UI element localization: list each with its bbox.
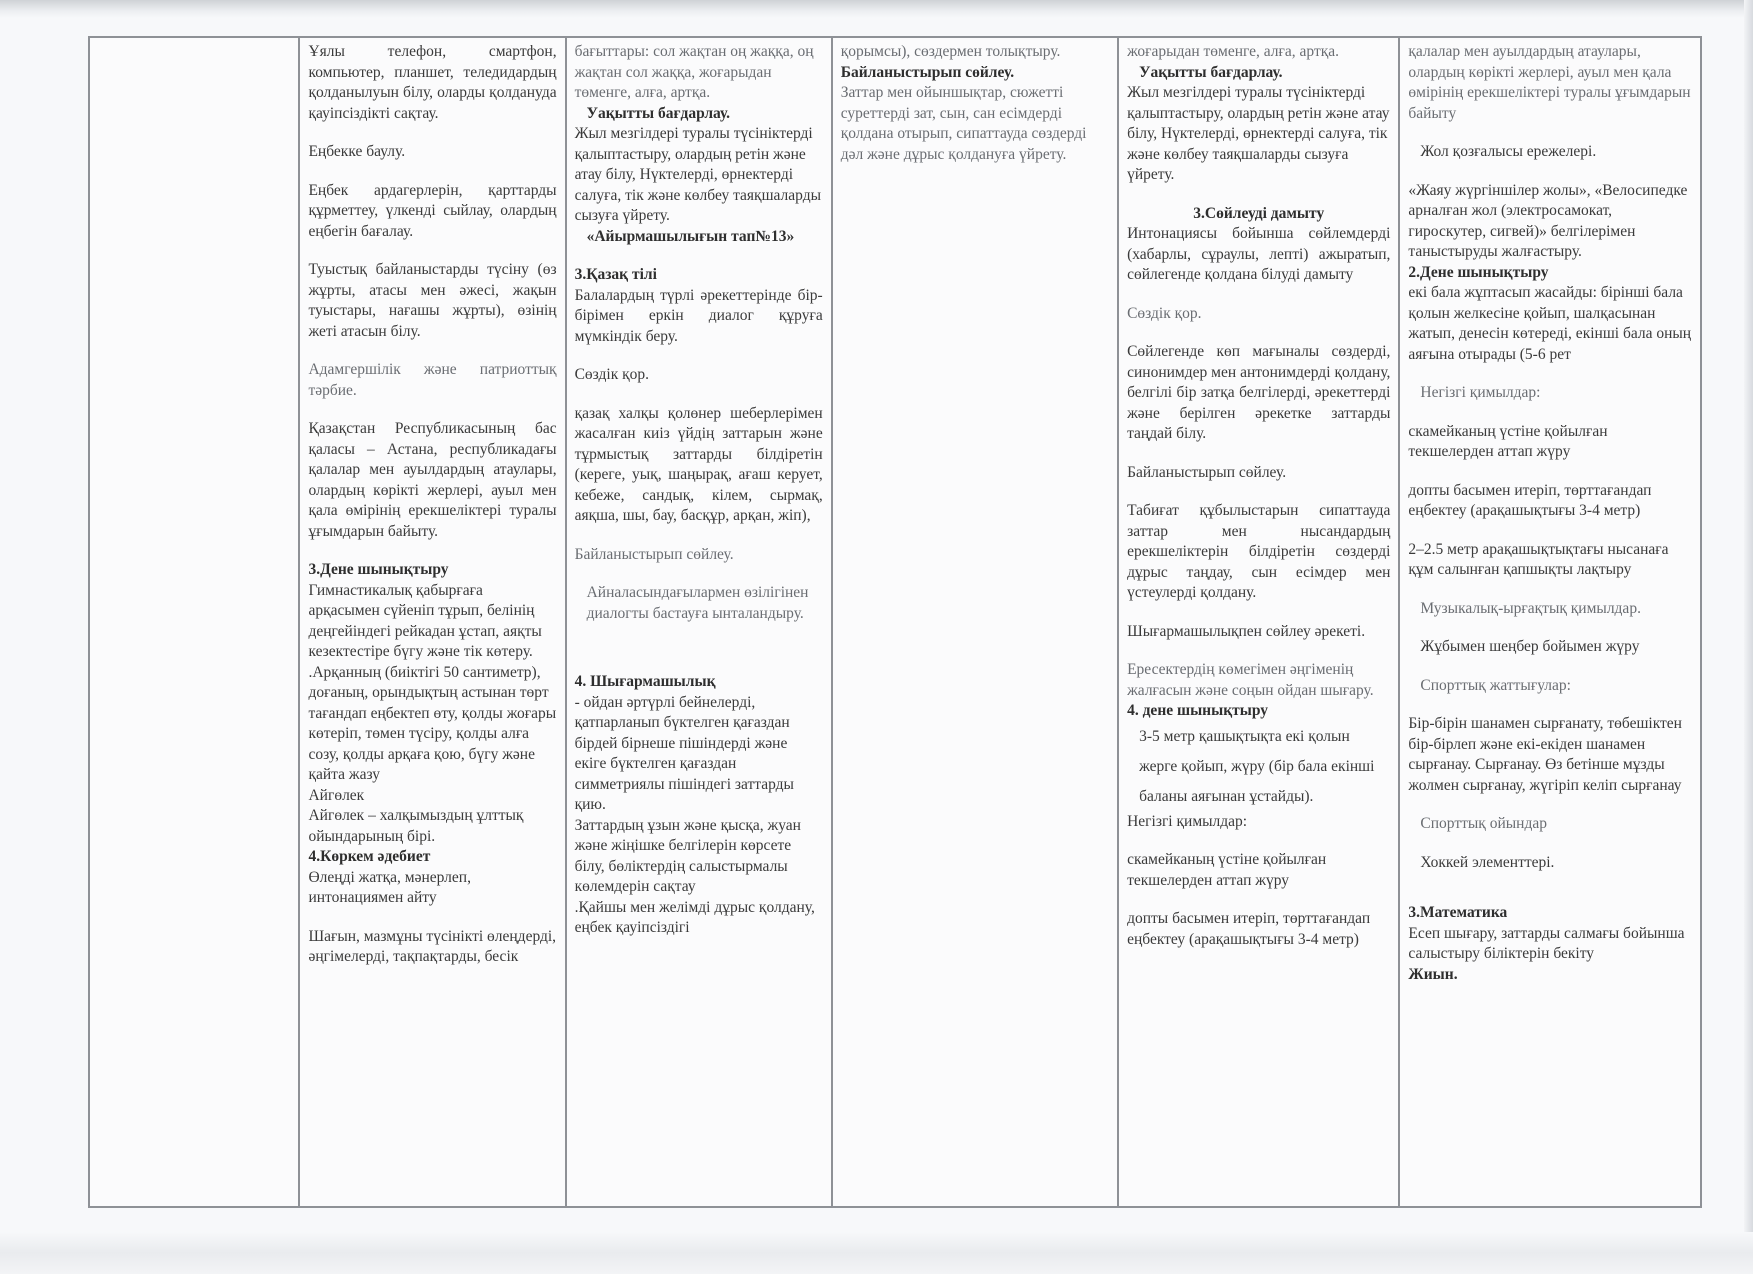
text-block: Музыкалық-ырғақтық қимылдар. (1420, 599, 1641, 617)
text-block: - ойдан әртүрлі бейнелерді, қатпарланып бүктелген қағаздан бірдей бірнеше пішіндерді және екіге бүктелген қағаздан симметриялы пішіндегі заттарды қию. (574, 693, 794, 813)
cell-friday (1399, 37, 1701, 1207)
text-block: 3-5 метр қашықтықта екі қолын жерге қойып, жүру (бір бала екінші баланы аяғынан ұстайды). (1139, 727, 1375, 805)
table-row (89, 37, 1701, 1207)
text-block: Жыл мезгілдері туралы түсініктерді қалыптастыру, олардың ретін және атау білу, Нүктелерді, өрнектерді салуға, тік және көлбеу таяқшаларды сызуға үйрету. (574, 125, 822, 224)
text-block: Ұялы телефон, смартфон, компьютер, планшет, теледидардың қолданылуын білу, оларды қолдануда қауіпсіздікті сақтау. (308, 43, 557, 122)
text-block: Жол қозғалысы ережелері. (1420, 143, 1597, 160)
text-block: қалалар мен ауылдардың атаулары, олардың көрікті жерлері, ауыл мен қала өмірінің ерекшеліктері туралы ұғымдарын байыту (1408, 43, 1691, 122)
text-block: Айгөлек (308, 786, 365, 804)
text-block: Бір-бірін шанамен сырғанату, төбешіктен бір-бірлеп және екі-екіден шанамен сырғанау. Сырғанау. Өз бетінше мұзды жолмен сырғанау, жүгіріп келіп сырғанау (1408, 715, 1682, 794)
text-block: Байланыстырып сөйлеу. (574, 545, 734, 563)
text-block: Шығармашылықпен сөйлеу әрекеті. (1127, 622, 1366, 640)
text-block: Гимнастикалық қабырғаға арқасымен сүйеніп тұрып, белінің деңгейіндегі рейкадан ұстап, аяқты кезектестіре бүгу және тік көтеру. (308, 581, 542, 660)
section-heading: Уақытты бағдарлау. (1139, 63, 1283, 81)
text-block: скамейканың үстіне қойылған текшелерден аттап жүру (1127, 851, 1327, 889)
text-block: Ересектердің көмегімен әңгіменің жалғасын және соңын ойдан шығару. (1127, 661, 1374, 699)
text-block: Айгөлек – халқымыздың ұлттық ойындарының бірі. (308, 807, 524, 845)
text-block: Адамгершілік және патриоттық тәрбие. (308, 361, 557, 399)
text-block: Сөздік қор. (1127, 304, 1202, 322)
text-block: допты басымен итеріп, төрттағандап еңбектеу (арақашықтығы 3-4 метр) (1408, 481, 1652, 519)
text-block: Сөйлегенде көп мағыналы сөздерді, синонимдер мен антонимдерді қолдану, белгілі бір затқа белгілерді, әрекеттерді және берілген әрекетке заттарды таңдай білу. (1127, 343, 1391, 442)
text-block: Айналасындағылармен өзілігінен диалогты бастауға ынталандыру. (586, 584, 809, 622)
text-block: допты басымен итеріп, төрттағандап еңбектеу (арақашықтығы 3-4 метр) (1127, 910, 1371, 948)
text-block: Өлеңді жатқа, мәнерлеп, интонациямен айту (308, 868, 471, 906)
section-heading: Уақытты бағдарлау. (586, 104, 731, 122)
text-block: Заттар мен ойыншықтар, сюжетті суреттерді зат, сын, сан есімдерді қолдана отырып, сипаттауда сөздерді дәл және дұрыс қолдануға үйрету. (840, 84, 1087, 163)
text-block: Жиын. (1408, 965, 1458, 983)
section-heading: 3.Қазақ тілі (574, 266, 657, 283)
text-block: Байланыстырып сөйлеу. (1127, 463, 1287, 481)
cell-wednesday (832, 37, 1118, 1207)
text-block: Интонациясы бойынша сөйлемдерді (хабарлы, сұраулы, лепті) ажыратып, сөйлегенде қолдана білуді дамыту (1127, 225, 1391, 283)
text-block: Туыстық байланыстарды түсіну (өз жұрты, атасы мен әжесі, жақын туыстары, нағашы жұрты), өзінің жеті атасын білу. (308, 261, 557, 340)
text-block: Хоккей элементтері. (1420, 853, 1555, 871)
text-block: Жұбымен шеңбер бойымен жүру (1420, 638, 1640, 655)
text-block: .Арқанның (биіктігі 50 сантиметр), доғаның, орындықтың астынан төрт тағандап еңбектеп өту, қолды жоғары көтеріп, төмен түсіру, қолды алға созу, қолды арқаға қою, бүгу және қайта жазу (308, 663, 557, 783)
text-block: қорымсы), сөздермен толықтыру. (840, 43, 1061, 60)
text-block: «Жаяу жүргіншілер жолы», «Велосипедке арналған жол (электросамокат, гироскутер, сигвей)» белгілерімен таныстыруды жалғастыру. (1408, 181, 1688, 260)
text-block: Спорттық жаттығулар: (1420, 676, 1571, 694)
text-block: Есеп шығару, заттарды салмағы бойынша салыстыру біліктерін бекіту (1408, 924, 1685, 962)
text-block: 2–2.5 метр арақашықтықтағы нысанаға құм салынған қапшықты лақтыру (1408, 540, 1669, 578)
text-block: Жыл мезгілдері туралы түсініктерді қалыптастыру, олардың ретін және атау білу, Нүктелерді, өрнектерді салуға, тік және көлбеу таяқшаларды сызуға үйрету. (1127, 84, 1390, 183)
text-block: жоғарыдан төменге, алға, артқа. (1127, 43, 1340, 60)
text-block: екі бала жұптасып жасайды: бірінші бала қолын желкесіне қойып, шалқасынан жатып, денесін көтереді, екінші бала оның аяғына отырады (5-6 рет (1408, 284, 1692, 363)
text-block: Еңбек ардагерлерін, қарттарды құрметтеу, үлкенді сыйлау, олардың еңбегін бағалау. (308, 181, 557, 240)
section-heading: 2.Дене шынықтыру (1408, 263, 1549, 281)
text-block: .Қайшы мен желімді дұрыс қолдану, еңбек қауіпсіздігі (574, 898, 815, 936)
empty-label-cell (89, 37, 299, 1207)
text-block: Негізгі қимылдар: (1127, 812, 1248, 830)
text-block: Балалардың түрлі әрекеттерінде бір-бірімен еркін диалог құруға мүмкіндік беру. (574, 286, 823, 345)
game-title: «Айырмашылығын тап№13» (586, 227, 795, 245)
scan-edge-bottom (0, 1232, 1753, 1274)
text-block: скамейканың үстіне қойылған текшелерден аттап жүру (1408, 422, 1608, 460)
scan-edge-top (0, 0, 1753, 18)
cell-monday (299, 37, 565, 1207)
text-block: Сөздік қор. (574, 366, 650, 383)
section-heading: 4. дене шынықтыру (1127, 702, 1269, 719)
section-heading: 3.Сөйлеуді дамыту (1193, 204, 1325, 222)
lesson-plan-table (88, 36, 1702, 1208)
text-block: Табиғат құбылыстарын сипаттауда заттар мен нысандардың ерекшеліктерін білдіретін сөздерді дұрыс таңдау, сын есімдер мен үстеулерді қолдану. (1127, 502, 1391, 601)
section-heading: Байланыстырып сөйлеу. (840, 63, 1015, 81)
text-block: Шағын, мазмұны түсінікті өлеңдерді, әңгімелерді, тақпақтарды, бесік (308, 927, 557, 965)
text-block: бағыттары: сол жақтан оң жаққа, оң жақтан сол жаққа, жоғарыдан төменге, алға, артқа. (574, 43, 814, 101)
section-heading: 4.Көркем әдебиет (308, 848, 431, 865)
section-heading: 3.Математика (1408, 904, 1508, 921)
text-block: Қазақстан Республикасының бас қаласы – Астана, республикадағы қалалар мен ауылдардың атаулары, олардың көрікті жерлері, ауыл мен қала өмірінің ерекшеліктері туралы ұғымдарын байыту. (308, 420, 557, 540)
section-heading: 3.Дене шынықтыру (308, 561, 449, 578)
text-block: Еңбекке баулу. (308, 143, 406, 160)
scan-edge-right (1744, 0, 1753, 1274)
text-block: қазақ халқы қолөнер шеберлерімен жасалған киіз үйдің заттарын және тұрмыстық заттарды білдіретін (кереге, уық, шаңырақ, ағаш керует, кебеже, сандық, кілем, сырмақ, аяқша, шы, бау, басқұр, арқан, жіп), (574, 404, 823, 524)
cell-tuesday (566, 37, 832, 1207)
text-block: Спорттық ойындар (1420, 815, 1547, 832)
text-block: Заттардың ұзын және қысқа, жуан және жіңішке белгілерін көрсете білу, бөліктердің салыстырмалы көлемдерін сақтау (574, 816, 801, 895)
cell-thursday (1118, 37, 1399, 1207)
text-block: Негізгі қимылдар: (1420, 384, 1541, 401)
section-heading: 4. Шығармашылық (574, 673, 716, 690)
